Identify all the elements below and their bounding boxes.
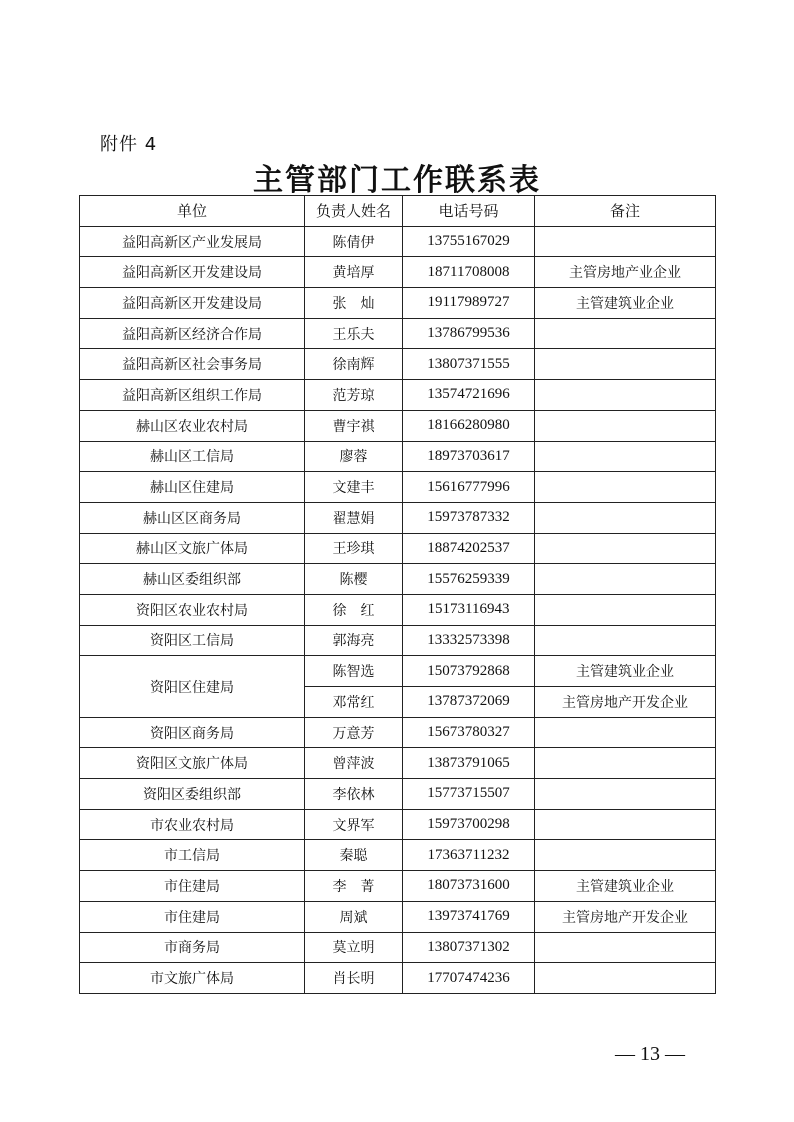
cell-name: 黄培厚 bbox=[305, 257, 403, 288]
header-note: 备注 bbox=[535, 196, 716, 227]
cell-phone: 17363711232 bbox=[403, 840, 535, 871]
cell-name: 肖长明 bbox=[305, 963, 403, 994]
cell-unit: 赫山区农业农村局 bbox=[80, 410, 305, 441]
cell-name: 万意芳 bbox=[305, 717, 403, 748]
cell-name: 文建丰 bbox=[305, 472, 403, 503]
cell-unit: 资阳区委组织部 bbox=[80, 779, 305, 810]
attachment-label: 附件 4 bbox=[100, 134, 158, 155]
cell-note bbox=[535, 932, 716, 963]
cell-note bbox=[535, 502, 716, 533]
cell-unit: 赫山区工信局 bbox=[80, 441, 305, 472]
cell-phone: 17707474236 bbox=[403, 963, 535, 994]
cell-unit: 资阳区工信局 bbox=[80, 625, 305, 656]
table-row bbox=[80, 257, 716, 288]
cell-name: 曹宇祺 bbox=[305, 410, 403, 441]
table-row bbox=[80, 809, 716, 840]
cell-phone: 13973741769 bbox=[403, 901, 535, 932]
table-row bbox=[80, 717, 716, 748]
cell-note bbox=[535, 441, 716, 472]
cell-note bbox=[535, 779, 716, 810]
cell-name: 郭海亮 bbox=[305, 625, 403, 656]
cell-unit: 市农业农村局 bbox=[80, 809, 305, 840]
cell-unit: 益阳高新区经济合作局 bbox=[80, 318, 305, 349]
table-header-row bbox=[80, 196, 716, 227]
cell-note bbox=[535, 226, 716, 257]
cell-phone: 15773715507 bbox=[403, 779, 535, 810]
cell-unit: 市商务局 bbox=[80, 932, 305, 963]
table-row bbox=[80, 288, 716, 319]
cell-note bbox=[535, 410, 716, 441]
cell-note bbox=[535, 564, 716, 595]
cell-unit: 资阳区住建局 bbox=[80, 656, 305, 717]
cell-phone: 18166280980 bbox=[403, 410, 535, 441]
cell-phone: 18874202537 bbox=[403, 533, 535, 564]
table-row bbox=[80, 871, 716, 902]
cell-phone: 18711708008 bbox=[403, 257, 535, 288]
cell-name: 陈倩伊 bbox=[305, 226, 403, 257]
table-row bbox=[80, 932, 716, 963]
cell-name: 李 菁 bbox=[305, 871, 403, 902]
cell-note bbox=[535, 963, 716, 994]
cell-note: 主管建筑业企业 bbox=[535, 656, 716, 687]
cell-name: 徐 红 bbox=[305, 594, 403, 625]
cell-note bbox=[535, 349, 716, 380]
cell-phone: 18073731600 bbox=[403, 871, 535, 902]
cell-unit: 市文旅广体局 bbox=[80, 963, 305, 994]
cell-note bbox=[535, 809, 716, 840]
cell-phone: 13755167029 bbox=[403, 226, 535, 257]
table-row bbox=[80, 779, 716, 810]
header-phone: 电话号码 bbox=[403, 196, 535, 227]
cell-phone: 18973703617 bbox=[403, 441, 535, 472]
cell-name: 邓常红 bbox=[305, 687, 403, 718]
cell-phone: 13787372069 bbox=[403, 687, 535, 718]
cell-unit: 市工信局 bbox=[80, 840, 305, 871]
cell-phone: 13332573398 bbox=[403, 625, 535, 656]
cell-phone: 13786799536 bbox=[403, 318, 535, 349]
table-row bbox=[80, 533, 716, 564]
cell-note bbox=[535, 594, 716, 625]
cell-unit: 市住建局 bbox=[80, 871, 305, 902]
cell-name: 范芳琼 bbox=[305, 380, 403, 411]
cell-name: 廖蓉 bbox=[305, 441, 403, 472]
header-unit: 单位 bbox=[80, 196, 305, 227]
table-row bbox=[80, 748, 716, 779]
cell-phone: 15973787332 bbox=[403, 502, 535, 533]
contact-table bbox=[79, 195, 716, 994]
cell-unit: 市住建局 bbox=[80, 901, 305, 932]
table-row bbox=[80, 502, 716, 533]
table-row bbox=[80, 564, 716, 595]
cell-unit: 资阳区农业农村局 bbox=[80, 594, 305, 625]
cell-name: 王珍琪 bbox=[305, 533, 403, 564]
cell-phone: 15576259339 bbox=[403, 564, 535, 595]
cell-note bbox=[535, 625, 716, 656]
cell-name: 翟慧娟 bbox=[305, 502, 403, 533]
table-row bbox=[80, 625, 716, 656]
table-row bbox=[80, 594, 716, 625]
page-title: 主管部门工作联系表 bbox=[253, 163, 541, 198]
header-name: 负责人姓名 bbox=[305, 196, 403, 227]
cell-phone: 15616777996 bbox=[403, 472, 535, 503]
cell-phone: 13807371302 bbox=[403, 932, 535, 963]
cell-name: 李依林 bbox=[305, 779, 403, 810]
cell-name: 秦聪 bbox=[305, 840, 403, 871]
cell-note: 主管房地产开发企业 bbox=[535, 901, 716, 932]
cell-note bbox=[535, 840, 716, 871]
cell-unit: 赫山区委组织部 bbox=[80, 564, 305, 595]
cell-unit: 益阳高新区开发建设局 bbox=[80, 288, 305, 319]
cell-note: 主管建筑业企业 bbox=[535, 288, 716, 319]
cell-name: 张 灿 bbox=[305, 288, 403, 319]
cell-note bbox=[535, 318, 716, 349]
table-row bbox=[80, 840, 716, 871]
cell-note bbox=[535, 717, 716, 748]
cell-name: 莫立明 bbox=[305, 932, 403, 963]
cell-unit: 益阳高新区社会事务局 bbox=[80, 349, 305, 380]
cell-name: 徐南辉 bbox=[305, 349, 403, 380]
table-row bbox=[80, 380, 716, 411]
table-row bbox=[80, 656, 716, 687]
table-row bbox=[80, 963, 716, 994]
table-row bbox=[80, 441, 716, 472]
cell-unit: 赫山区住建局 bbox=[80, 472, 305, 503]
cell-phone: 15173116943 bbox=[403, 594, 535, 625]
cell-unit: 赫山区区商务局 bbox=[80, 502, 305, 533]
cell-name: 王乐夫 bbox=[305, 318, 403, 349]
cell-name: 文界军 bbox=[305, 809, 403, 840]
cell-note: 主管建筑业企业 bbox=[535, 871, 716, 902]
cell-unit: 益阳高新区组织工作局 bbox=[80, 380, 305, 411]
cell-name: 周斌 bbox=[305, 901, 403, 932]
table-row bbox=[80, 901, 716, 932]
table-row bbox=[80, 410, 716, 441]
page-number: — 13 — bbox=[615, 1043, 685, 1065]
cell-phone: 15673780327 bbox=[403, 717, 535, 748]
table-row bbox=[80, 226, 716, 257]
cell-unit: 益阳高新区产业发展局 bbox=[80, 226, 305, 257]
cell-note bbox=[535, 748, 716, 779]
cell-note bbox=[535, 472, 716, 503]
cell-unit: 资阳区商务局 bbox=[80, 717, 305, 748]
cell-name: 陈智选 bbox=[305, 656, 403, 687]
cell-unit: 赫山区文旅广体局 bbox=[80, 533, 305, 564]
cell-phone: 13807371555 bbox=[403, 349, 535, 380]
cell-phone: 15973700298 bbox=[403, 809, 535, 840]
cell-phone: 13873791065 bbox=[403, 748, 535, 779]
cell-phone: 19117989727 bbox=[403, 288, 535, 319]
table-row bbox=[80, 318, 716, 349]
table-row bbox=[80, 472, 716, 503]
cell-phone: 15073792868 bbox=[403, 656, 535, 687]
cell-note: 主管房地产业企业 bbox=[535, 257, 716, 288]
cell-unit: 资阳区文旅广体局 bbox=[80, 748, 305, 779]
cell-note: 主管房地产开发企业 bbox=[535, 687, 716, 718]
cell-phone: 13574721696 bbox=[403, 380, 535, 411]
cell-unit: 益阳高新区开发建设局 bbox=[80, 257, 305, 288]
cell-name: 曾萍波 bbox=[305, 748, 403, 779]
cell-name: 陈樱 bbox=[305, 564, 403, 595]
cell-note bbox=[535, 533, 716, 564]
cell-note bbox=[535, 380, 716, 411]
table-row bbox=[80, 349, 716, 380]
